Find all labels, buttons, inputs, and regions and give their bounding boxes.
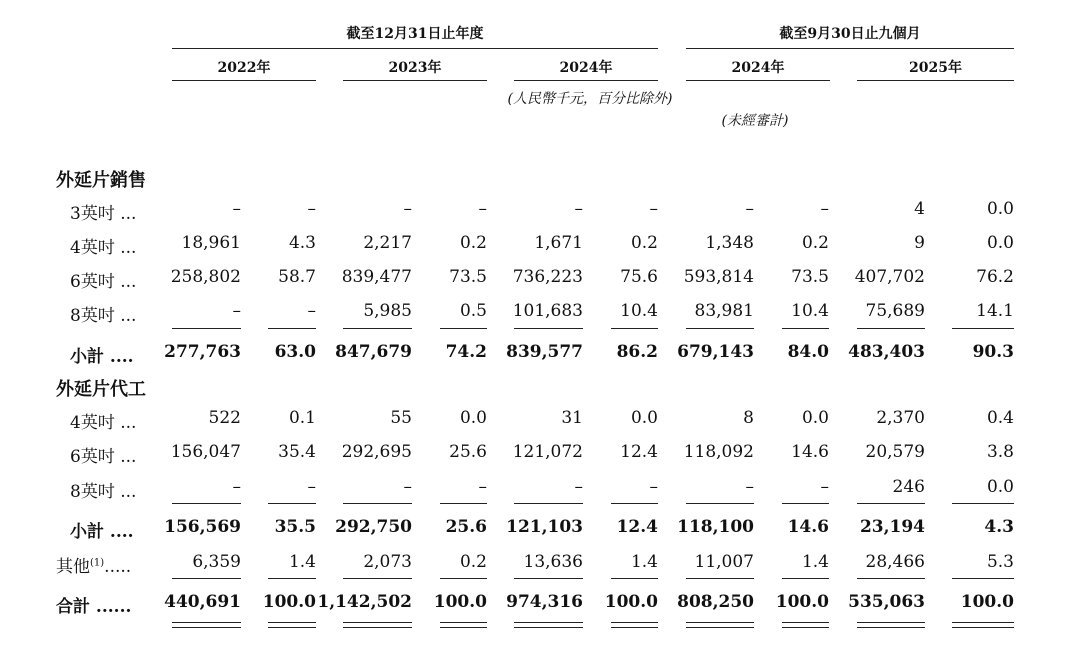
cell-subtotal-sales-2024-amount: 839,577 [506, 342, 583, 362]
total-rule-5 [611, 578, 658, 579]
total-rule-9 [952, 578, 1014, 579]
cell-3-inch-sales-2022-pct: – [307, 199, 316, 219]
cell-3-inch-sales-2025-9m-amount: 4 [914, 199, 925, 219]
cell-others-2025-9m-amount: 28,466 [865, 552, 925, 572]
cell-3-inch-sales-2024-pct: – [649, 199, 658, 219]
currency-note: (人民幣千元，百分比除外) [507, 91, 673, 107]
cell-8-inch-foundry-2023-pct: – [478, 477, 487, 497]
subtotal-rule-foundry-1 [268, 503, 316, 504]
year-header-2024: 2024年 [559, 60, 613, 76]
cell-6-inch-foundry-2022-amount: 156,047 [170, 442, 241, 462]
cell-others-2025-9m-pct: 5.3 [986, 552, 1014, 572]
cell-4-inch-sales-2023-pct: 0.2 [459, 233, 487, 253]
subtotal-rule-sales-7 [782, 328, 829, 329]
double-rule-top-8 [857, 622, 925, 623]
cell-8-inch-foundry-2024-pct: – [649, 477, 658, 497]
cell-subtotal-foundry-2024-pct: 12.4 [616, 517, 658, 537]
double-rule-top-9 [952, 622, 1014, 623]
cell-total-2023-amount: 1,142,502 [317, 592, 412, 612]
cell-total-2025-9m-pct: 100.0 [960, 592, 1014, 612]
cell-subtotal-sales-2024-pct: 86.2 [616, 342, 658, 362]
section-heading-sales: 外延片銷售 [56, 170, 146, 191]
subtotal-rule-foundry-7 [782, 503, 829, 504]
year-rule-2025 [857, 80, 1014, 81]
group-rule-left [172, 48, 658, 49]
cell-4-inch-foundry-2024-9m-amount: 8 [743, 408, 754, 428]
subtotal-rule-sales-9 [952, 328, 1014, 329]
cell-6-inch-foundry-2023-amount: 292,695 [341, 442, 412, 462]
cell-subtotal-sales-2023-pct: 74.2 [445, 342, 487, 362]
cell-8-inch-sales-2023-pct: 0.5 [459, 301, 487, 321]
subtotal-rule-foundry-4 [514, 503, 583, 504]
cell-6-inch-sales-2023-amount: 839,477 [341, 267, 412, 287]
row-label-4-inch-foundry: 4英吋 ... [70, 413, 137, 433]
cell-total-2022-pct: 100.0 [262, 592, 316, 612]
cell-6-inch-foundry-2024-9m-amount: 118,092 [683, 442, 754, 462]
double-rule-top-6 [686, 622, 754, 623]
section-heading-foundry: 外延片代工 [56, 379, 146, 400]
group-header-nine-months: 截至9月30日止九個月 [779, 26, 921, 42]
double-rule-top-4 [514, 622, 583, 623]
subtotal-rule-foundry-9 [952, 503, 1014, 504]
subtotal-rule-foundry-5 [611, 503, 658, 504]
cell-6-inch-sales-2024-9m-amount: 593,814 [683, 267, 754, 287]
cell-others-2022-pct: 1.4 [288, 552, 316, 572]
total-rule-2 [343, 578, 412, 579]
cell-8-inch-sales-2025-9m-amount: 75,689 [865, 301, 925, 321]
cell-4-inch-sales-2023-amount: 2,217 [363, 233, 412, 253]
cell-total-2024-pct: 100.0 [604, 592, 658, 612]
double-rule-top-5 [611, 622, 658, 623]
subtotal-rule-sales-6 [686, 328, 754, 329]
cell-8-inch-foundry-2022-amount: – [232, 477, 241, 497]
cell-6-inch-sales-2022-pct: 58.7 [278, 267, 316, 287]
cell-subtotal-sales-2024-9m-amount: 679,143 [677, 342, 754, 362]
row-label-subtotal-sales: 小計 .... [70, 347, 134, 367]
row-label-4-inch-sales: 4英吋 ... [70, 238, 137, 258]
row-label-6-inch-foundry: 6英吋 ... [70, 447, 137, 467]
cell-6-inch-foundry-2024-9m-pct: 14.6 [791, 442, 829, 462]
year-rule-2023 [343, 80, 487, 81]
cell-6-inch-foundry-2025-9m-amount: 20,579 [865, 442, 925, 462]
cell-8-inch-sales-2022-amount: – [232, 301, 241, 321]
others-label-text: 其他 [56, 557, 90, 577]
cell-others-2024-amount: 13,636 [523, 552, 583, 572]
row-label-subtotal-foundry: 小計 .... [70, 522, 134, 542]
subtotal-rule-sales-5 [611, 328, 658, 329]
cell-8-inch-sales-2024-pct: 10.4 [620, 301, 658, 321]
double-rule-bottom-6 [686, 627, 754, 628]
cell-4-inch-foundry-2023-amount: 55 [390, 408, 412, 428]
cell-6-inch-foundry-2023-pct: 25.6 [449, 442, 487, 462]
cell-4-inch-foundry-2024-pct: 0.0 [630, 408, 658, 428]
subtotal-rule-foundry-8 [857, 503, 925, 504]
cell-others-2023-pct: 0.2 [459, 552, 487, 572]
cell-3-inch-sales-2024-amount: – [574, 199, 583, 219]
double-rule-bottom-7 [782, 627, 829, 628]
cell-subtotal-sales-2024-9m-pct: 84.0 [787, 342, 829, 362]
double-rule-top-0 [172, 622, 241, 623]
cell-4-inch-sales-2025-9m-amount: 9 [914, 233, 925, 253]
cell-8-inch-foundry-2022-pct: – [307, 477, 316, 497]
total-rule-1 [268, 578, 316, 579]
cell-others-2023-amount: 2,073 [363, 552, 412, 572]
cell-subtotal-sales-2025-9m-pct: 90.3 [972, 342, 1014, 362]
group-rule-right [686, 48, 1014, 49]
double-rule-bottom-8 [857, 627, 925, 628]
cell-4-inch-foundry-2023-pct: 0.0 [459, 408, 487, 428]
cell-6-inch-foundry-2022-pct: 35.4 [278, 442, 316, 462]
year-rule-2024-nine-months [686, 80, 830, 81]
cell-6-inch-sales-2024-pct: 75.6 [620, 267, 658, 287]
cell-3-inch-sales-2024-9m-pct: – [820, 199, 829, 219]
cell-subtotal-foundry-2023-amount: 292,750 [335, 517, 412, 537]
cell-total-2024-9m-pct: 100.0 [775, 592, 829, 612]
double-rule-top-1 [268, 622, 316, 623]
cell-8-inch-foundry-2024-amount: – [574, 477, 583, 497]
double-rule-bottom-9 [952, 627, 1014, 628]
cell-4-inch-foundry-2025-9m-amount: 2,370 [876, 408, 925, 428]
total-rule-0 [172, 578, 241, 579]
cell-4-inch-sales-2025-9m-pct: 0.0 [986, 233, 1014, 253]
subtotal-rule-foundry-0 [172, 503, 241, 504]
cell-3-inch-sales-2022-amount: – [232, 199, 241, 219]
cell-total-2024-9m-amount: 808,250 [677, 592, 754, 612]
total-rule-7 [782, 578, 829, 579]
cell-4-inch-sales-2024-amount: 1,671 [534, 233, 583, 253]
cell-8-inch-foundry-2024-9m-amount: – [745, 477, 754, 497]
row-label-8-inch-sales: 8英吋 ... [70, 306, 137, 326]
cell-subtotal-foundry-2023-pct: 25.6 [445, 517, 487, 537]
cell-6-inch-sales-2025-9m-pct: 76.2 [976, 267, 1014, 287]
cell-8-inch-sales-2024-amount: 101,683 [512, 301, 583, 321]
cell-subtotal-foundry-2024-amount: 121,103 [506, 517, 583, 537]
cell-subtotal-foundry-2024-9m-amount: 118,100 [677, 517, 754, 537]
group-header-year-ended: 截至12月31日止年度 [346, 26, 484, 42]
cell-8-inch-sales-2024-9m-pct: 10.4 [791, 301, 829, 321]
subtotal-rule-sales-1 [268, 328, 316, 329]
cell-8-inch-foundry-2025-9m-amount: 246 [892, 477, 925, 497]
subtotal-rule-foundry-6 [686, 503, 754, 504]
cell-8-inch-foundry-2025-9m-pct: 0.0 [986, 477, 1014, 497]
cell-3-inch-sales-2023-pct: – [478, 199, 487, 219]
cell-4-inch-sales-2024-9m-amount: 1,348 [705, 233, 754, 253]
cell-3-inch-sales-2023-amount: – [403, 199, 412, 219]
cell-4-inch-foundry-2025-9m-pct: 0.4 [986, 408, 1014, 428]
subtotal-rule-sales-2 [343, 328, 412, 329]
cell-others-2024-9m-amount: 11,007 [694, 552, 754, 572]
subtotal-rule-sales-8 [857, 328, 925, 329]
double-rule-bottom-0 [172, 627, 241, 628]
cell-6-inch-sales-2023-pct: 73.5 [449, 267, 487, 287]
cell-3-inch-sales-2025-9m-pct: 0.0 [986, 199, 1014, 219]
cell-total-2022-amount: 440,691 [164, 592, 241, 612]
cell-4-inch-foundry-2024-9m-pct: 0.0 [801, 408, 829, 428]
year-rule-2024 [514, 80, 658, 81]
cell-subtotal-foundry-2025-9m-amount: 23,194 [859, 517, 925, 537]
row-label-3-inch-sales: 3英吋 ... [70, 204, 137, 224]
cell-8-inch-foundry-2023-amount: – [403, 477, 412, 497]
cell-subtotal-foundry-2024-9m-pct: 14.6 [787, 517, 829, 537]
cell-4-inch-foundry-2022-amount: 522 [208, 408, 241, 428]
cell-8-inch-sales-2022-pct: – [307, 301, 316, 321]
subtotal-rule-foundry-2 [343, 503, 412, 504]
year-header-2022: 2022年 [217, 60, 271, 76]
double-rule-bottom-4 [514, 627, 583, 628]
cell-4-inch-sales-2024-9m-pct: 0.2 [801, 233, 829, 253]
cell-subtotal-foundry-2022-pct: 35.5 [274, 517, 316, 537]
cell-3-inch-sales-2024-9m-amount: – [745, 199, 754, 219]
double-rule-top-7 [782, 622, 829, 623]
row-label-total: 合計 ...... [56, 597, 132, 617]
subtotal-rule-sales-0 [172, 328, 241, 329]
cell-6-inch-sales-2022-amount: 258,802 [170, 267, 241, 287]
cell-subtotal-foundry-2022-amount: 156,569 [164, 517, 241, 537]
cell-4-inch-foundry-2022-pct: 0.1 [288, 408, 316, 428]
total-rule-8 [857, 578, 925, 579]
cell-8-inch-foundry-2024-9m-pct: – [820, 477, 829, 497]
subtotal-rule-foundry-3 [440, 503, 487, 504]
cell-others-2024-9m-pct: 1.4 [801, 552, 829, 572]
cell-8-inch-sales-2024-9m-amount: 83,981 [694, 301, 754, 321]
double-rule-bottom-2 [343, 627, 412, 628]
subtotal-rule-sales-4 [514, 328, 583, 329]
cell-6-inch-sales-2024-amount: 736,223 [512, 267, 583, 287]
unaudited-note: (未經審計) [721, 113, 789, 129]
row-label-others [56, 552, 131, 577]
double-rule-top-2 [343, 622, 412, 623]
double-rule-bottom-1 [268, 627, 316, 628]
subtotal-rule-sales-3 [440, 328, 487, 329]
total-rule-4 [514, 578, 583, 579]
cell-6-inch-foundry-2024-amount: 121,072 [512, 442, 583, 462]
cell-total-2023-pct: 100.0 [433, 592, 487, 612]
double-rule-bottom-3 [440, 627, 487, 628]
others-label-dots: ..... [104, 557, 132, 577]
cell-subtotal-sales-2022-pct: 63.0 [274, 342, 316, 362]
cell-others-2022-amount: 6,359 [192, 552, 241, 572]
double-rule-bottom-5 [611, 627, 658, 628]
cell-4-inch-sales-2022-pct: 4.3 [288, 233, 316, 253]
cell-4-inch-foundry-2024-amount: 31 [561, 408, 583, 428]
cell-8-inch-sales-2023-amount: 5,985 [363, 301, 412, 321]
cell-others-2024-pct: 1.4 [630, 552, 658, 572]
cell-total-2025-9m-amount: 535,063 [848, 592, 925, 612]
cell-6-inch-foundry-2025-9m-pct: 3.8 [986, 442, 1014, 462]
cell-subtotal-sales-2022-amount: 277,763 [164, 342, 241, 362]
cell-4-inch-sales-2022-amount: 18,961 [181, 233, 241, 253]
cell-subtotal-sales-2025-9m-amount: 483,403 [848, 342, 925, 362]
year-rule-2022 [172, 80, 316, 81]
year-header-2023: 2023年 [388, 60, 442, 76]
cell-6-inch-sales-2025-9m-amount: 407,702 [854, 267, 925, 287]
cell-total-2024-amount: 974,316 [506, 592, 583, 612]
year-header-2025: 2025年 [909, 60, 962, 76]
year-header-2024-nine-months: 2024年 [731, 60, 785, 76]
cell-subtotal-sales-2023-amount: 847,679 [335, 342, 412, 362]
total-rule-6 [686, 578, 754, 579]
total-rule-3 [440, 578, 487, 579]
double-rule-top-3 [440, 622, 487, 623]
cell-6-inch-sales-2024-9m-pct: 73.5 [791, 267, 829, 287]
cell-4-inch-sales-2024-pct: 0.2 [630, 233, 658, 253]
cell-6-inch-foundry-2024-pct: 12.4 [620, 442, 658, 462]
cell-subtotal-foundry-2025-9m-pct: 4.3 [984, 517, 1014, 537]
footnote-marker: (1) [90, 557, 105, 569]
row-label-6-inch-sales: 6英吋 ... [70, 272, 137, 292]
cell-8-inch-sales-2025-9m-pct: 14.1 [976, 301, 1014, 321]
row-label-8-inch-foundry: 8英吋 ... [70, 482, 137, 502]
